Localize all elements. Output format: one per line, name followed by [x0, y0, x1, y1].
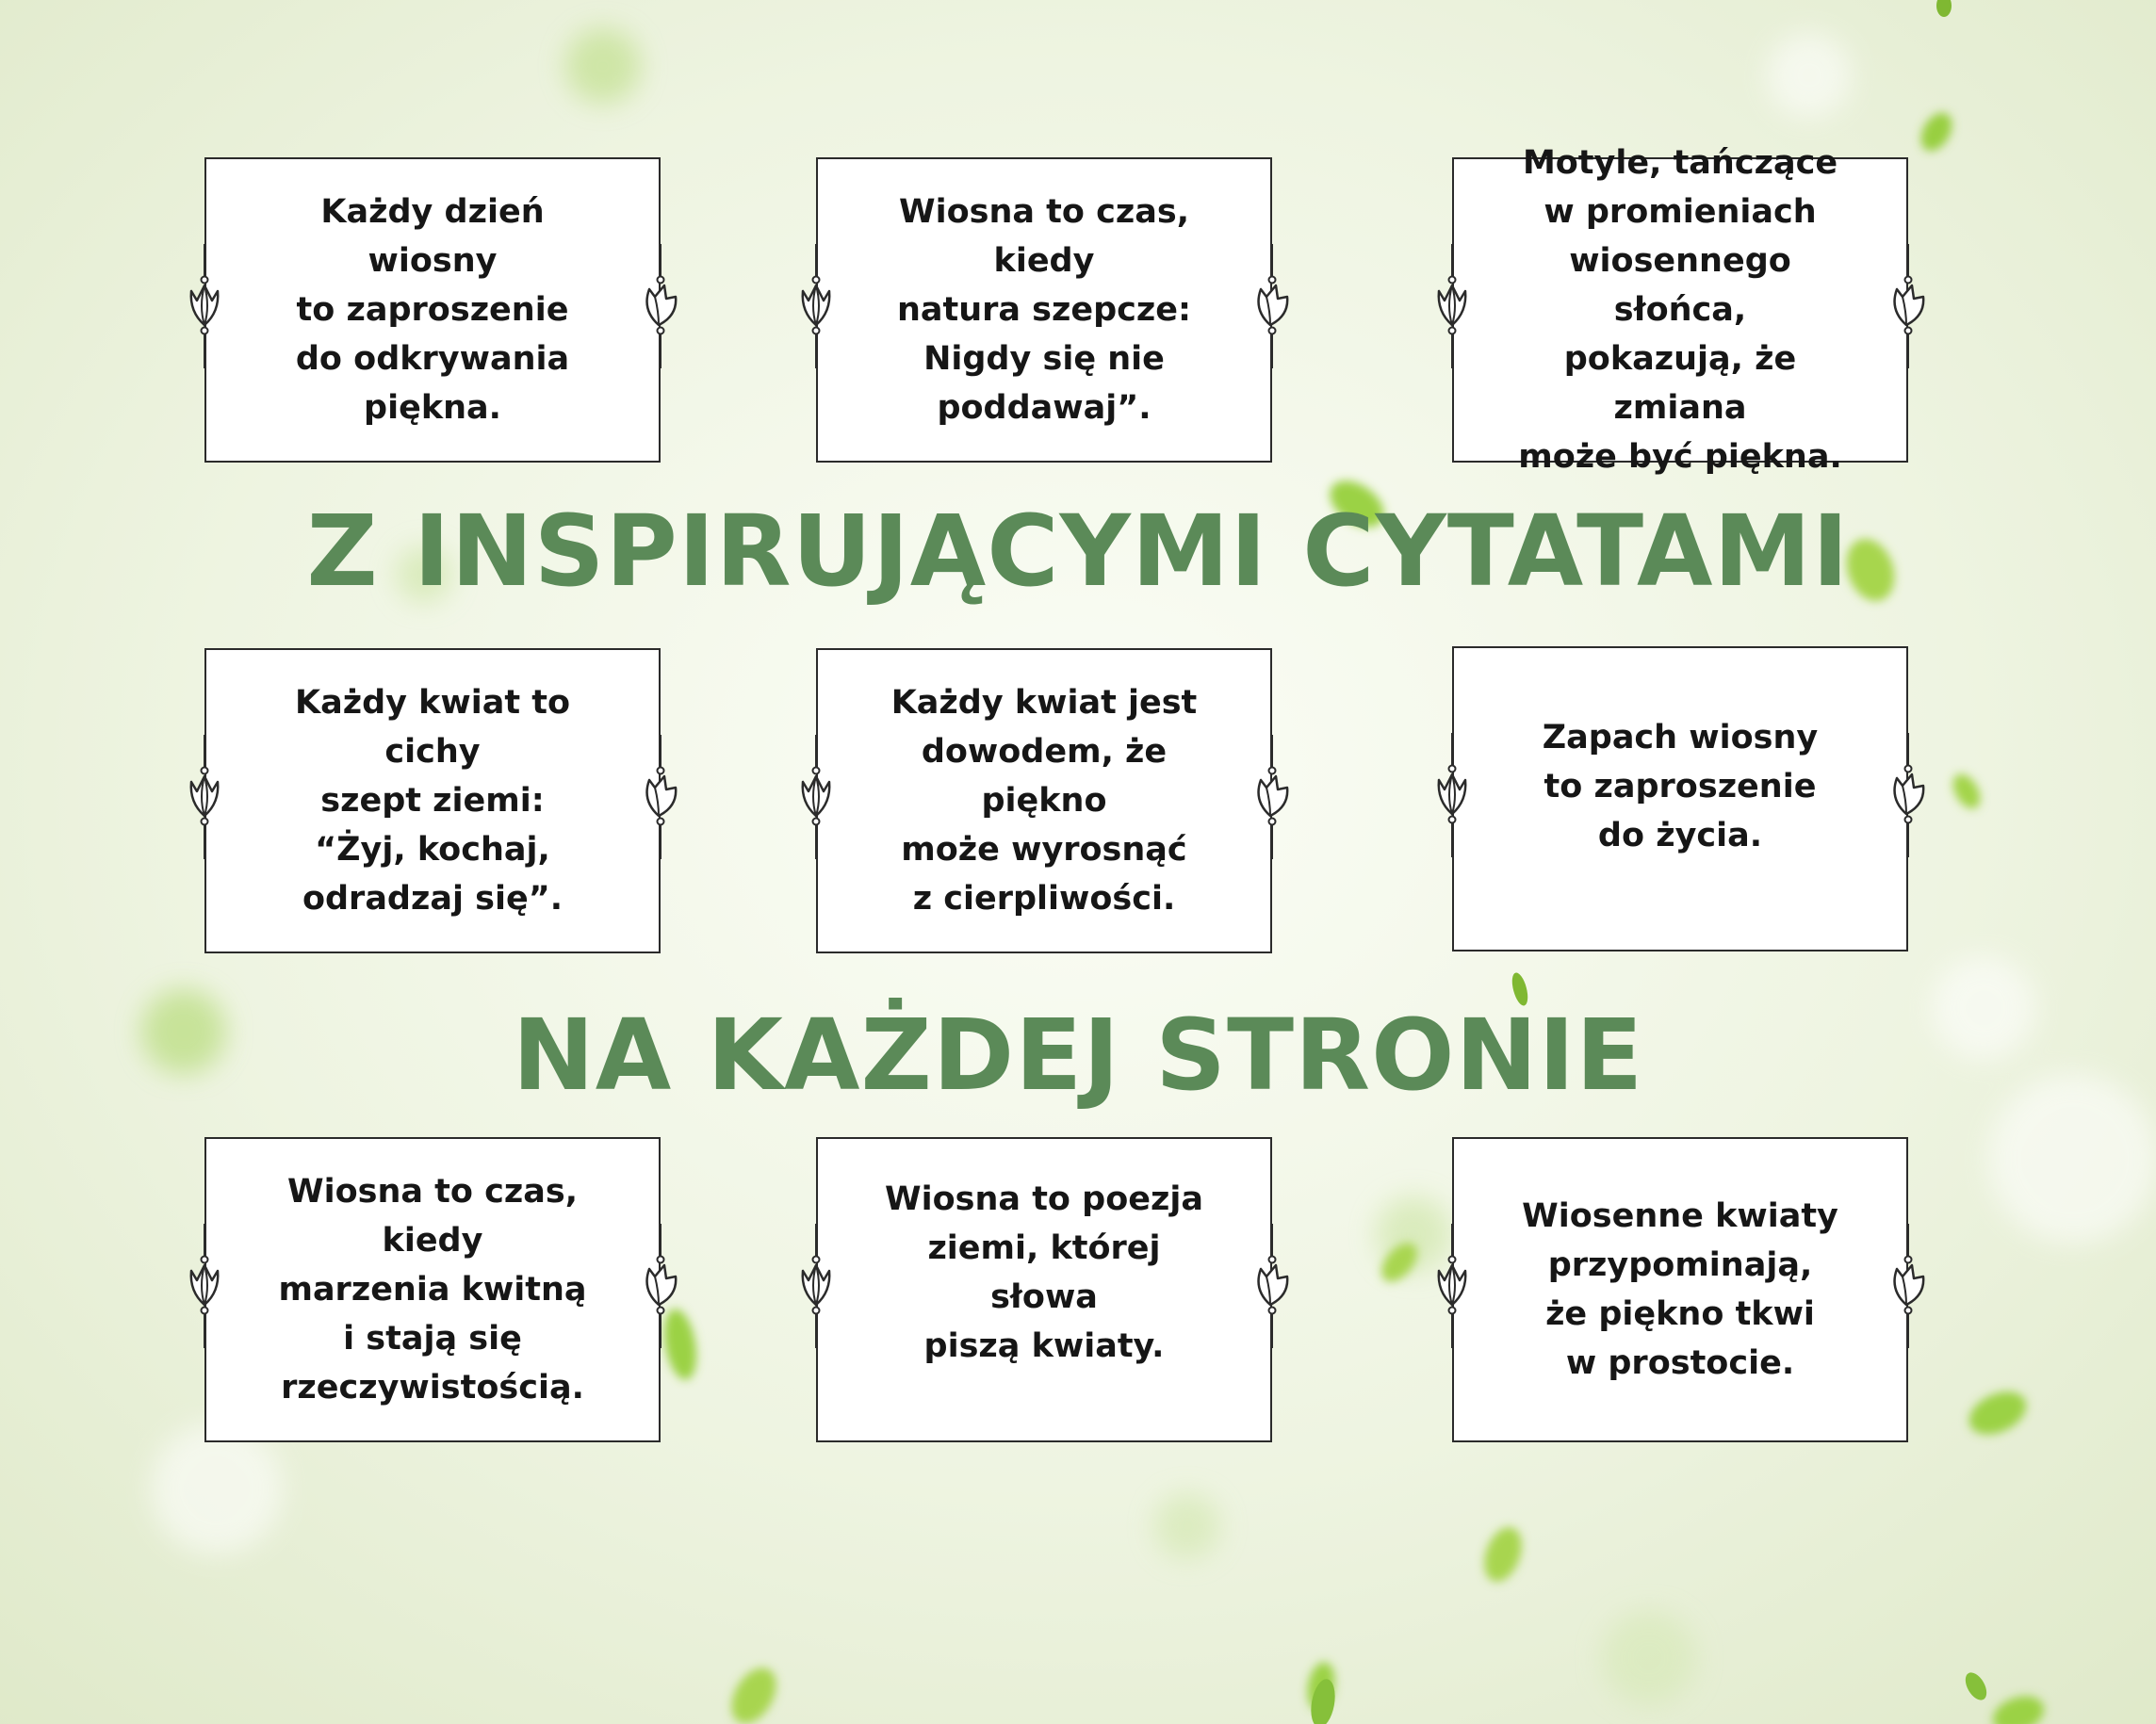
tulip-icon	[638, 1224, 683, 1348]
tulip-icon	[1250, 1224, 1295, 1348]
tulip-icon	[1886, 733, 1931, 857]
tulip-icon	[793, 735, 839, 859]
quote-text: Wiosna to czas, kiedy marzenia kwitną i stają się rzeczywistością.	[278, 1173, 587, 1407]
tulip-icon	[1886, 1224, 1931, 1348]
quote-text: Motyle, tańczące w promieniach wiosennego słońca, pokazują, że zmiana może być piękna.	[1518, 144, 1842, 476]
tulip-icon	[1886, 244, 1931, 368]
tulip-icon	[182, 1224, 227, 1348]
tulip-icon	[182, 244, 227, 368]
tulip-icon	[793, 1224, 839, 1348]
tulip-icon	[1429, 733, 1475, 857]
quote-card	[816, 157, 1272, 463]
quote-card	[816, 648, 1272, 953]
heading-line-2: NA KAŻDEJ STRONIE	[512, 998, 1644, 1113]
quote-text: Każdy dzień wiosny to zaproszenie do odkrywania piękna.	[295, 193, 570, 427]
tulip-icon	[182, 735, 227, 859]
quote-card	[204, 648, 661, 953]
tulip-icon	[1429, 1224, 1475, 1348]
quote-text: Wiosenne kwiaty przypominają, że piękno tkwi w prostocie.	[1522, 1197, 1838, 1382]
quote-text: Wiosna to czas, kiedy natura szepcze: Nigdy się nie poddawaj”.	[896, 193, 1192, 427]
quote-card	[1452, 1137, 1908, 1442]
tulip-icon	[793, 244, 839, 368]
tulip-icon	[1250, 244, 1295, 368]
tulip-icon	[638, 244, 683, 368]
quote-card	[204, 1137, 661, 1442]
quote-text: Każdy kwiat jest dowodem, że piękno może wyrosnąć z cierpliwości.	[890, 684, 1198, 918]
quote-card	[816, 1137, 1272, 1442]
quote-text: Zapach wiosny to zaproszenie do życia.	[1542, 719, 1819, 854]
quote-text: Wiosna to poezja ziemi, której słowa piszą kwiaty.	[885, 1180, 1203, 1365]
quote-card	[1452, 144, 1908, 476]
tulip-icon	[1429, 244, 1475, 368]
heading-line-1: Z INSPIRUJĄCYMI CYTATAMI	[306, 494, 1850, 609]
quote-text: Każdy kwiat to cichy szept ziemi: “Żyj, kochaj, odradzaj się”.	[294, 684, 571, 918]
tulip-icon	[638, 735, 683, 859]
tulip-icon	[1250, 735, 1295, 859]
quote-card	[204, 157, 661, 463]
quote-card	[1452, 646, 1908, 951]
